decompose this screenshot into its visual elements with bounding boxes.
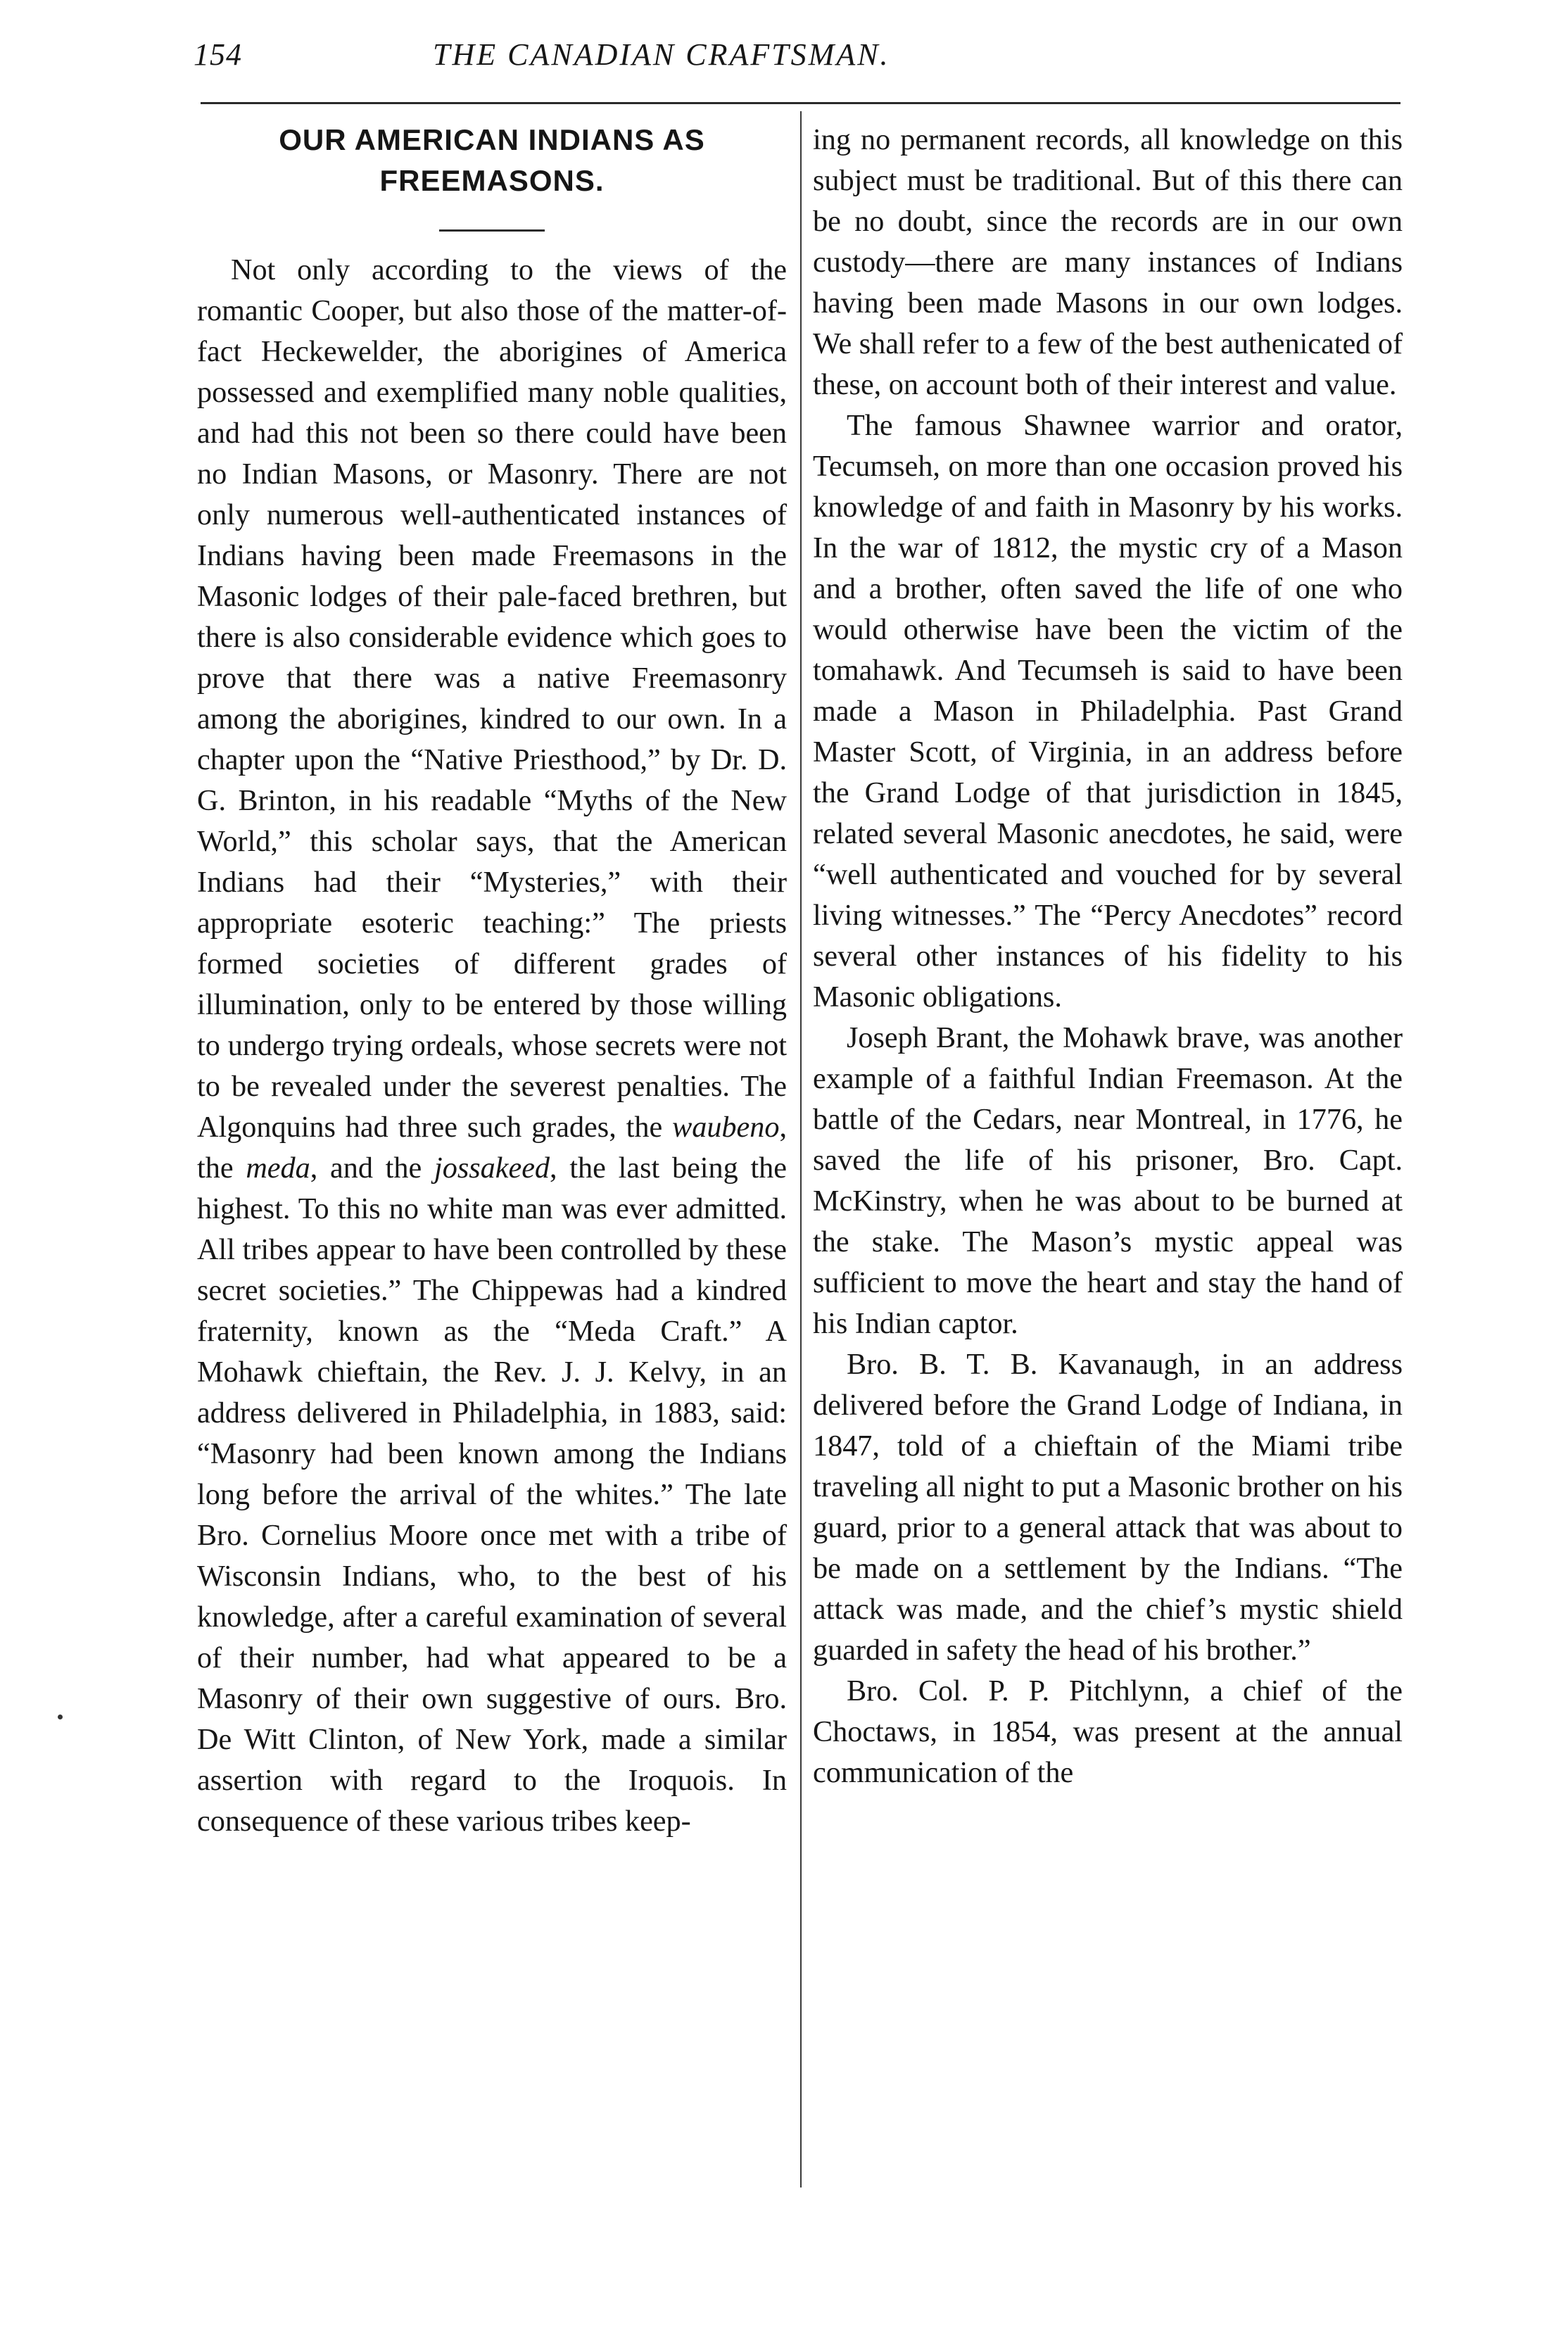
pitchlynn-paragraph: Bro. Col. P. P. Pitchlynn, a chief of the Choctaws, in 1854, was present at the annual communication of the <box>813 1674 1403 1789</box>
term-meda: meda <box>246 1151 310 1185</box>
column-divider <box>800 111 802 2187</box>
page-number: 154 <box>194 37 242 72</box>
running-head: THE CANADIAN CRAFTSMAN. <box>433 37 890 72</box>
left-column <box>197 120 787 1842</box>
page-header <box>194 37 1390 79</box>
continued-paragraph: ing no permanent records, all knowledge on this subject must be traditional. But of this there can be no doubt, since the records are in our own custody—there are many instances of Indians having been made Masons in our own lodges. We shall refer to a few of the best authenicated of these, on account both of their interest and value. <box>813 123 1403 401</box>
intro-text-c: , and the <box>310 1151 434 1185</box>
margin-speck <box>58 1715 63 1719</box>
term-jossakeed: jossakeed <box>434 1151 550 1185</box>
right-column <box>813 120 1403 1793</box>
brant-paragraph: Joseph Brant, the Mohawk brave, was another example of a faithful Indian Freemason. At the battle of the Cedars, near Montreal, in 1776, he saved the life of his prisoner, Bro. Capt. McKinstry, when he was about to be burned at the stake. The Mason’s mystic appeal was sufficient to move the heart and stay the hand of his Indian captor. <box>813 1021 1403 1340</box>
intro-text-b: , the <box>197 1111 787 1185</box>
tecumseh-paragraph: The famous Shawnee warrior and orator, Tecumseh, on more than one occasion proved his knowledge of and faith in Masonry by his works. In the war of 1812, the mystic cry of a Mason and a brother, often saved the life of one who would otherwise have been the victim of the tomahawk. And Tecumseh is said to have been made a Mason in Philadelphia. Past Grand Master Scott, of Virginia, in an address before the Grand Lodge of that jurisdiction in 1845, related several Masonic anecdotes, he said, were “well authenticated and vouched for by several living witnesses.” The “Percy Anecdotes” record several other instances of his fidelity to his Masonic obligations. <box>813 409 1403 1014</box>
title-rule <box>439 229 545 232</box>
intro-text-a: Not only according to the views of the romantic Cooper, but also those of the matter-of-fact Heckewelder, the aborigines of America possessed and exemplified many noble qualities, and had this not been so there could have been no Indian Masons, or Masonry. There are not only numerous well-authenticated instances of Indians having been made Freemasons in the Masonic lodges of their pale-faced brethren, but there is also considerable evidence which goes to prove that there was a native Freemasonry among the aborigines, kindred to our own. In a chapter upon the “Native Priesthood,” by Dr. D. G. Brinton, in his readable “Myths of the New World,” this scholar says, that the American Indians had their “Mysteries,” with their appropriate esoteric teaching:” The priests formed societies of different grades of illumination, only to be entered by those willing to undergo trying ordeals, whose secrets were not to be revealed under the severest penalties. The Algonquins had three such grades, the <box>197 253 787 1144</box>
kavanaugh-paragraph: Bro. B. T. B. Kavanaugh, in an address delivered before the Grand Lodge of Indiana, in 1847, told of a chieftain of the Miami tribe traveling all night to put a Masonic brother on his guard, prior to a general attack that was about to be made on a settlement by the Indians. “The attack was made, and the chief’s mystic shield guarded in safety the head of his brother.” <box>813 1348 1403 1667</box>
article-title: OUR AMERICAN INDIANS AS FREEMASONS. <box>279 123 705 197</box>
intro-paragraph <box>197 250 787 1842</box>
intro-text-d: , the last being the highest. To this no white man was ever admitted. All tribes appear to have been controlled by these secret societies.” The Chippewas had a kindred fraternity, known as the “Meda Craft.” A Mohawk chieftain, the Rev. J. J. Kelvy, in an address delivered in Philadelphia, in 1883, said: “Masonry had been known among the Indians long before the arrival of the whites.” The late Bro. Cornelius Moore once met with a tribe of Wisconsin Indians, who, to the best of his knowledge, after a careful examination of several of their number, had what appeared to be a Masonry of their own suggestive of ours. Bro. De Witt Clinton, of New York, made a similar assertion with regard to the Iroquois. In consequence of these various tribes keep- <box>197 1151 788 1838</box>
term-waubeno: waubeno <box>672 1111 780 1144</box>
header-rule <box>201 102 1401 104</box>
